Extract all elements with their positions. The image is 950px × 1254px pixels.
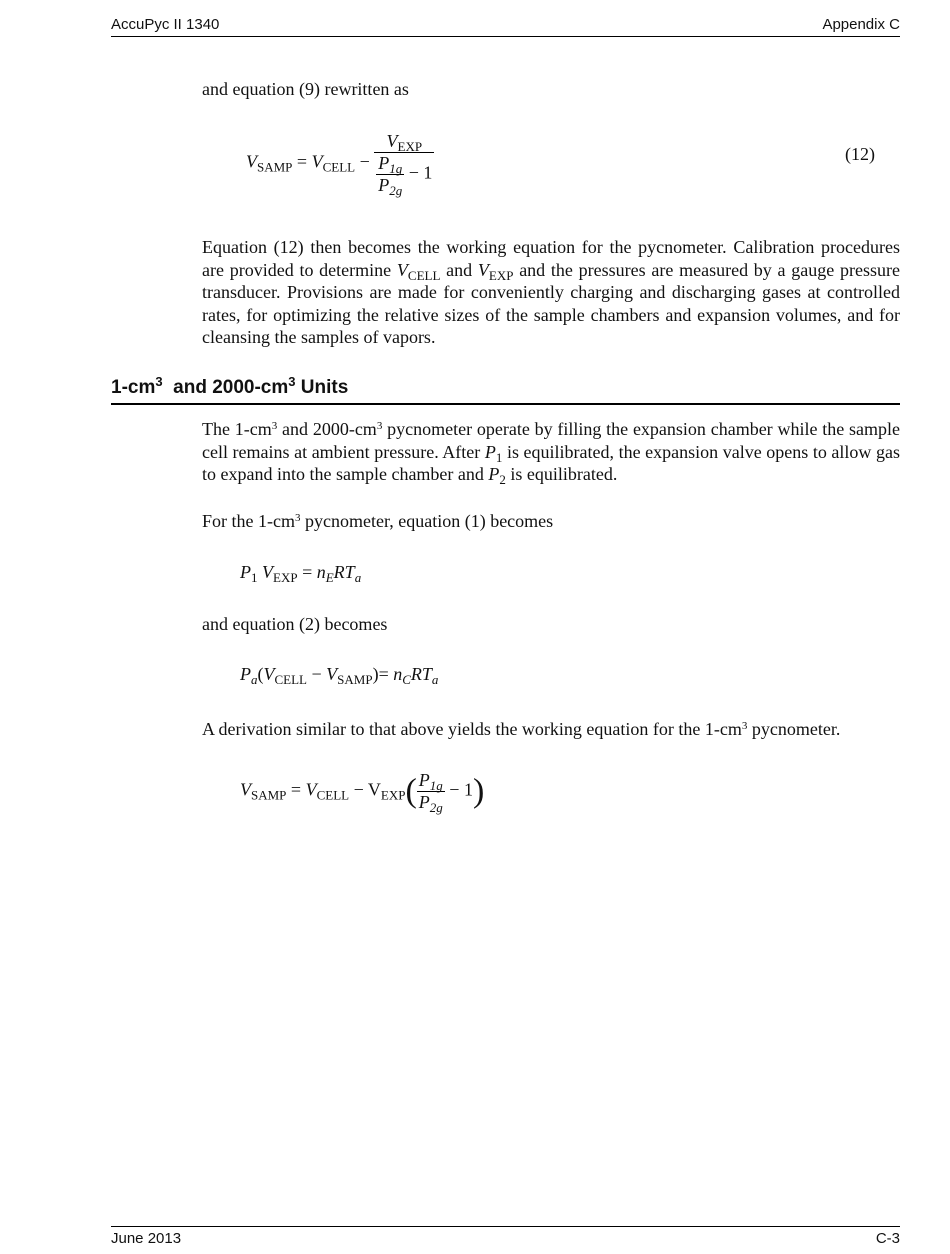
header-product-name: AccuPyc II 1340 — [111, 16, 220, 33]
equation-1cm3-working: $V_{SAMP} = V_{CELL} - V_{EXP}$( $\frac{P_{1g}}{P_{2g}}$ − 1) — [240, 770, 485, 815]
units-paragraph: The $1-cm^3$ and $2000-cm^3$ pycnometer operate by filling the expansion chamber while the sample cell remains at ambient pressure. After $P_1$ is equilibrated, the expansion valve opens to allow gas to expand into the sample chamber and $P_2$ is equilibrated. — [202, 419, 901, 487]
equation-2-cm3: $P_a(V_{CELL} - V_{SAMP})= n_CRT_a$ — [240, 664, 439, 687]
equation-12-fraction: $V_{EXP}$ $\frac{P_{1g}}{P_{2g}}$ − 1 — [374, 131, 434, 196]
page-header — [111, 16, 900, 37]
header-appendix-label: Appendix C — [822, 16, 900, 33]
equation-2-intro: and equation (2) becomes — [202, 614, 388, 634]
intro-paragraph: and equation (9) rewritten as — [202, 79, 409, 99]
footer-date: June 2013 — [111, 1230, 182, 1247]
working-equation-paragraph: Equation (12) then becomes the working equation for the pycnometer. Calibration procedures are provided to determine $V_{CELL}$ and $V_{EXP}$ and the pressures are measured by a gauge pressure transducer. Provisions are made for conveniently charging and discharging gases at controlled rates, for optimizing the relative sizes of the sample chambers and expansion volumes, and for cleansing the samples of vapors. — [202, 237, 900, 347]
derivation-paragraph: A derivation similar to that above yields the working equation for the $1-cm^3$ pycnometer. — [202, 719, 841, 739]
equation-12-number: (12) — [845, 144, 875, 164]
equation-1-intro: For the $1-cm^3$ pycnometer, equation (1) becomes — [202, 511, 554, 531]
footer-page-number: C-3 — [875, 1230, 900, 1247]
page-footer — [111, 1226, 900, 1247]
section-heading: $1-cm^3$ and $2000-cm^3$ Units — [111, 377, 900, 405]
equation-12: $V_{SAMP} = V_{CELL}$ − $V_{EXP}$ $\frac{P_{1g}}{P_{2g}}$ − 1 — [246, 131, 433, 198]
equation-1-cm3: $P_1$ $V_{EXP} = n_ERT_a$ — [240, 562, 362, 585]
